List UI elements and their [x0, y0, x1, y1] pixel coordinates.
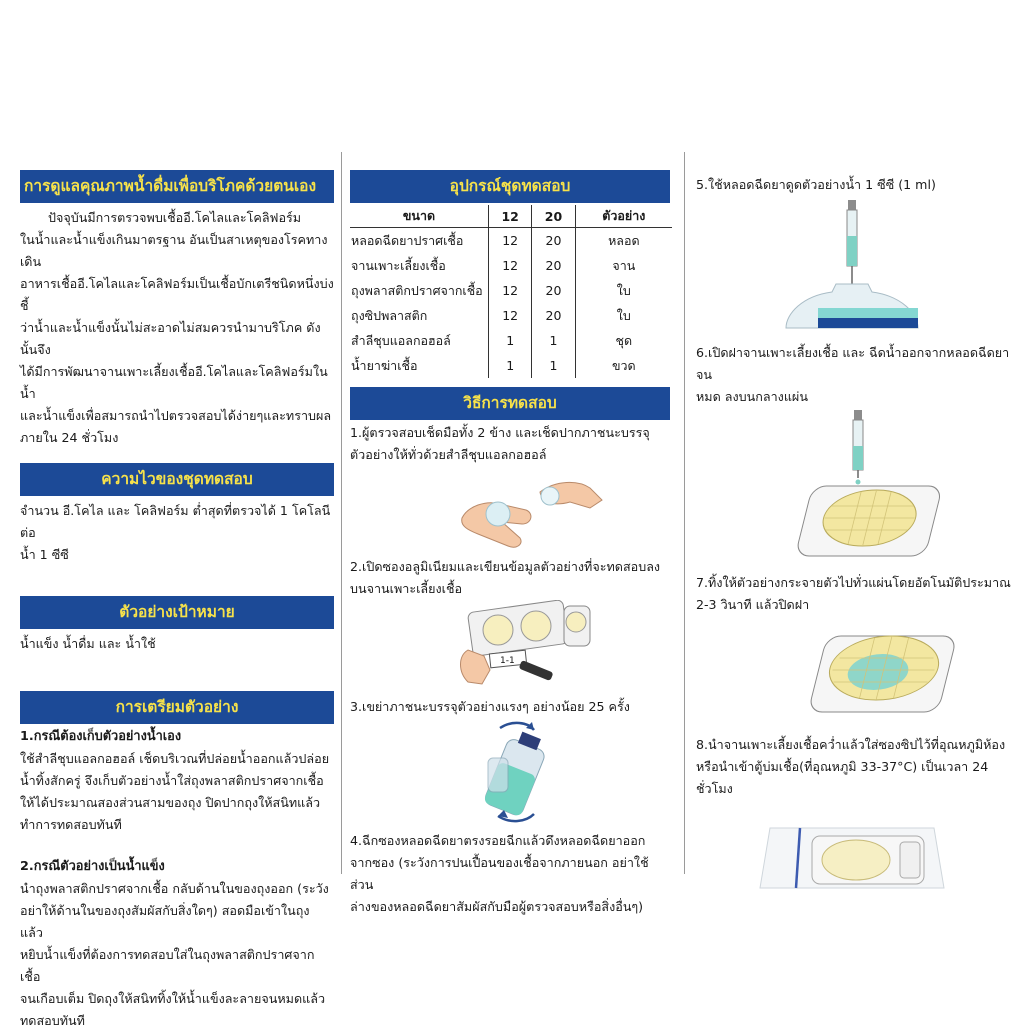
table-cell: ถุงซิปพลาสติก — [351, 307, 428, 323]
intro-line: ในน้ำและน้ำแข็งเกินมาตรฐาน อันเป็นสาเหตุของโรคทางเดิน — [20, 232, 328, 269]
spread-plate-illustration — [696, 616, 1016, 720]
case1-line: ให้ได้ประมาณสองส่วนสามของถุง ปิดปากถุงให้สนิทแล้ว — [20, 795, 321, 810]
table-cell: ใบ — [575, 303, 672, 328]
intro-line: ภายใน 24 ชั่วโมง — [20, 430, 119, 445]
table-cell: หลอดฉีดยาปราศเชื้อ — [351, 232, 464, 248]
case2-title: 2.กรณีตัวอย่างเป็นน้ำแข็ง — [20, 859, 165, 874]
step3-line: 3.เขย่าภาชนะบรรจุตัวอย่างแรงๆ อย่างน้อย 25 ครั้ง — [350, 699, 630, 714]
table-cell: 12 — [489, 303, 532, 328]
step4-line: ล่างของหลอดฉีดยาสัมผัสกับมือผู้ตรวจสอบหรือสิ่งอื่นๆ) — [350, 899, 644, 914]
table-cell: 20 — [532, 303, 575, 328]
table-cell: จานเพาะเลี้ยงเชื้อ — [351, 257, 446, 273]
intro-line: ปัจจุบันมีการตรวจพบเชื้ออี.โคไลและโคลิฟอร์ม — [48, 210, 302, 225]
table-cell: 1 — [532, 353, 575, 378]
sensitivity-text — [20, 500, 334, 566]
table-cell: สำลีชุบแอลกอฮอล์ — [351, 332, 451, 348]
intro-line: อาหารเชื้ออี.โคไลและโคลิฟอร์มเป็นเชื้อบักเตรีชนิดหนึ่งบ่งชี้ — [20, 276, 334, 313]
syringe-bottle-illustration — [696, 196, 1016, 334]
step1-line: ตัวอย่างให้ทั่วด้วยสำลีชุบแอลกอฮอล์ — [350, 447, 547, 462]
step3-text — [350, 696, 670, 718]
column-divider-left — [341, 152, 342, 874]
heading-sensitivity: ความไวของชุดทดสอบ — [20, 463, 334, 496]
step4-text — [350, 830, 670, 918]
column-intro — [20, 170, 334, 1032]
target-sample-text: น้ำแข็ง น้ำดื่ม และ น้ำใช้ — [20, 636, 156, 651]
table-row — [350, 228, 672, 254]
heading-test-method: วิธีการทดสอบ — [350, 387, 670, 420]
sensitivity-line: จำนวน อี.โคไล และ โคลิฟอร์ม ต่ำสุดที่ตรวจได้ 1 โคโลนี ต่อ — [20, 503, 331, 540]
table-cell: 1 — [489, 353, 532, 378]
step7-line: 2-3 วินาที แล้วปิดฝา — [696, 597, 810, 612]
sensitivity-line: น้ำ 1 ซีซี — [20, 547, 69, 562]
step1-line: 1.ผู้ตรวจสอบเช็ดมือทั้ง 2 ข้าง และเช็ดปากภาชนะบรรจุ — [350, 425, 650, 440]
heading-target-sample: ตัวอย่างเป้าหมาย — [20, 596, 334, 629]
table-cell: ขวด — [575, 353, 672, 378]
step8-line: 8.นำจานเพาะเลี้ยงเชื้อคว่ำแล้วใส่ซองซิปไว้ที่อุณหภูมิห้อง — [696, 737, 1006, 752]
zip-bag-illustration — [696, 800, 1016, 900]
intro-line: และน้ำแข็งเพื่อสมารถนำไปตรวจสอบได้ง่ายๆและทราบผล — [20, 408, 332, 423]
table-cell: น้ำยาฆ่าเชื้อ — [351, 357, 418, 373]
table-header-cell: 12 — [489, 205, 532, 228]
step8-line: หรือนำเข้าตู้บ่มเชื้อ(ที่อุณหภูมิ 33-37°C) เป็นเวลา 24 ชั่วโมง — [696, 759, 989, 796]
plate-label-text: 1-1 — [500, 656, 515, 666]
table-cell: ถุงพลาสติกปราศจากเชื้อ — [351, 282, 483, 298]
table-row — [350, 328, 672, 353]
hand-wipe-illustration — [350, 466, 670, 552]
heading-water-care: การดูแลคุณภาพน้ำดื่มเพื่อบริโภคด้วยตนเอง — [20, 170, 334, 203]
heading-sample-prep: การเตรียมตัวอย่าง — [20, 691, 334, 724]
table-cell: 1 — [532, 328, 575, 353]
intro-paragraph — [20, 207, 334, 449]
step4-line: จากซอง (ระวังการปนเปื้อนของเชื้อจากภายนอก อย่าใช้ส่วน — [350, 855, 649, 892]
table-cell: หลอด — [575, 228, 672, 254]
intro-line: ได้มีการพัฒนาจานเพาะเลี้ยงเชื้ออี.โคไลและโคลิฟอร์มในน้ำ — [20, 364, 328, 401]
step2-line: 2.เปิดซองอลูมิเนียมและเขียนข้อมูลตัวอย่างที่จะทดสอบลง — [350, 559, 661, 574]
column-steps — [696, 170, 1016, 900]
case1-line: ใช้สำลีชุบแอลกอฮอล์ เช็ดบริเวณที่ปล่อยน้ำออกแล้วปล่อย — [20, 751, 330, 766]
case1-title: 1.กรณีต้องเก็บตัวอย่างน้ำเอง — [20, 729, 182, 744]
step6-line: 6.เปิดฝาจานเพาะเลี้ยงเชื้อ และ ฉีดน้ำออกจากหลอดฉีดยาจน — [696, 345, 1010, 382]
cotton-pad-icon — [486, 502, 510, 526]
case2-line: ทดสอบทันที — [20, 1013, 85, 1028]
step2-line: บนจานเพาะเลี้ยงเชื้อ — [350, 581, 463, 596]
column-divider-right — [684, 152, 685, 874]
table-cell: จาน — [575, 253, 672, 278]
table-cell: ชุด — [575, 328, 672, 353]
table-cell: ใบ — [575, 278, 672, 303]
table-cell: 1 — [489, 328, 532, 353]
table-header-cell: ตัวอย่าง — [575, 205, 672, 228]
table-cell: 12 — [489, 278, 532, 303]
case2-line: อย่าให้ด้านในของถุงสัมผัสกับสิ่งใดๆ) สอดมือเข้าในถุง แล้ว — [20, 903, 310, 940]
case1-line: น้ำทิ้งสักครู่ จึงเก็บตัวอย่างน้ำใส่ถุงพลาสติกปราศจากเชื้อ — [20, 773, 324, 788]
case1-line: ทำการทดสอบทันที — [20, 817, 122, 832]
step1-text — [350, 422, 670, 466]
table-row — [350, 303, 672, 328]
heading-equipment: อุปกรณ์ชุดทดสอบ — [350, 170, 670, 203]
case2-line: นำถุงพลาสติกปราศจากเชื้อ กลับด้านในของถุงออก (ระวัง — [20, 881, 329, 896]
table-row — [350, 353, 672, 378]
step8-text — [696, 734, 1016, 800]
shake-bottle-illustration — [350, 718, 670, 828]
label-plate-illustration — [350, 600, 670, 692]
table-cell: 20 — [532, 253, 575, 278]
table-cell: 12 — [489, 228, 532, 254]
table-cell: 20 — [532, 278, 575, 303]
step7-text — [696, 572, 1016, 616]
table-header-cell: ขนาด — [350, 205, 489, 228]
column-equipment-method — [350, 170, 670, 918]
step5-line: 5.ใช้หลอดฉีดยาดูดตัวอย่างน้ำ 1 ซีซี (1 ml) — [696, 177, 936, 192]
table-row — [350, 253, 672, 278]
case2-line: จนเกือบเต็ม ปิดถุงให้สนิททิ้งให้น้ำแข็งละลายจนหมดแล้ว — [20, 991, 326, 1006]
equipment-table — [350, 205, 672, 378]
intro-line: ว่าน้ำและน้ำแข็งนั้นไม่สะอาดไม่สมควรนำมาบริโภค ดังนั้นจึง — [20, 320, 321, 357]
step2-text — [350, 556, 670, 600]
table-cell: 20 — [532, 228, 575, 254]
table-header-cell: 20 — [532, 205, 575, 228]
table-header-row — [350, 205, 672, 228]
table-row — [350, 278, 672, 303]
inject-plate-illustration — [696, 408, 1016, 566]
step4-line: 4.ฉีกซองหลอดฉีดยาตรงรอยฉีกแล้วดึงหลอดฉีดยาออก — [350, 833, 646, 848]
step7-line: 7.ทิ้งให้ตัวอย่างกระจายตัวไปทั่วแผ่นโดยอัตโนมัติประมาณ — [696, 575, 1011, 590]
table-cell: 12 — [489, 253, 532, 278]
case2-line: หยิบน้ำแข็งที่ต้องการทดสอบใส่ในถุงพลาสติกปราศจากเชื้อ — [20, 947, 315, 984]
marker-pen-icon — [519, 660, 554, 681]
step6-text — [696, 342, 1016, 408]
step6-line: หมด ลงบนกลางแผ่น — [696, 389, 808, 404]
